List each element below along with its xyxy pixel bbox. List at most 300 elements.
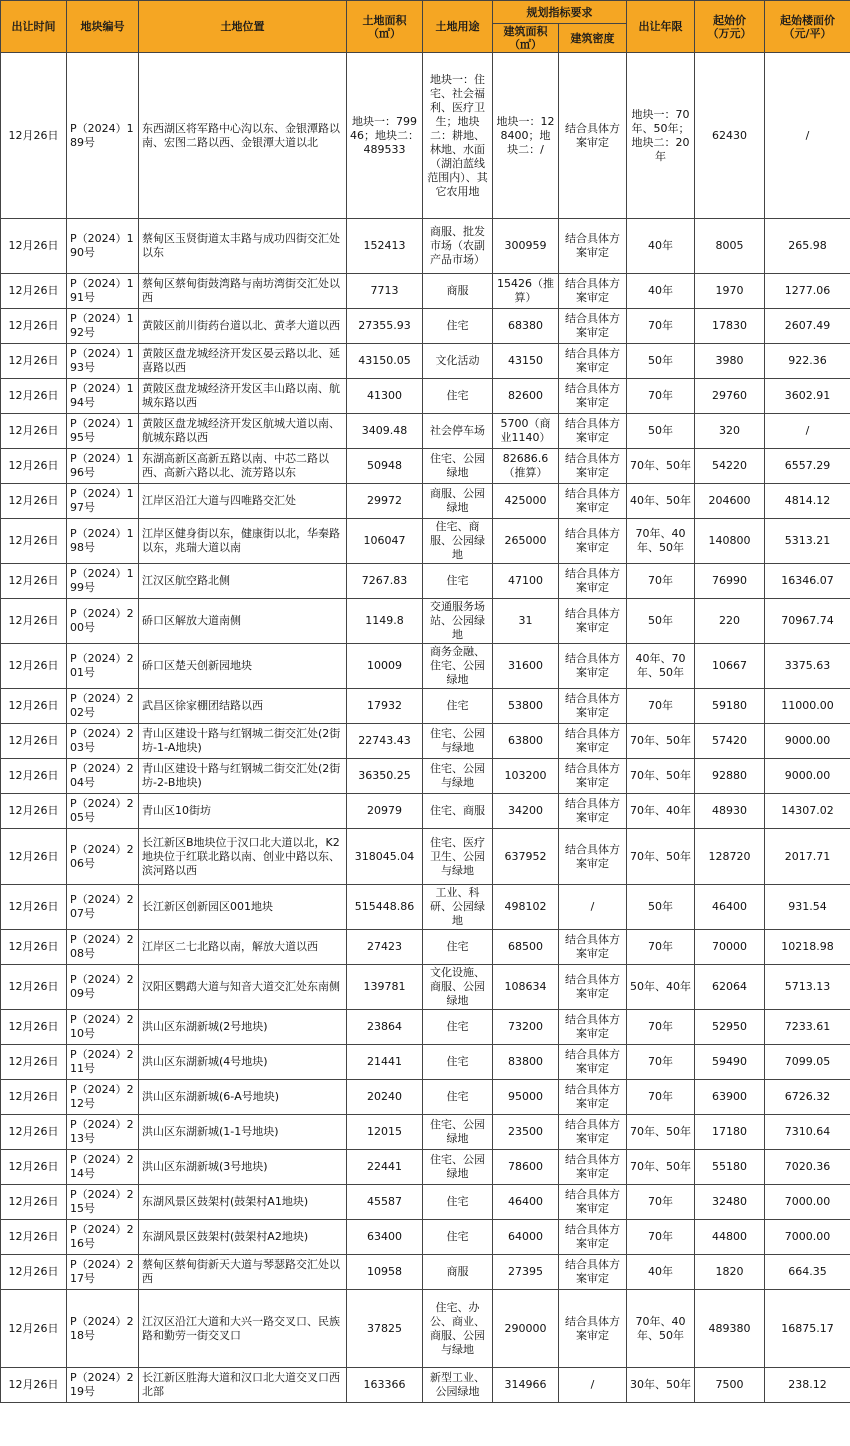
cell-date: 12月26日	[1, 829, 67, 885]
cell-start-price: 17830	[695, 309, 765, 344]
cell-area: 7267.83	[347, 564, 423, 599]
cell-location: 洪山区东湖新城(1-1号地块)	[139, 1115, 347, 1150]
header-date: 出让时间	[1, 1, 67, 53]
cell-date: 12月26日	[1, 1150, 67, 1185]
cell-gfa: 31	[493, 599, 559, 644]
table-row	[1, 53, 850, 219]
cell-area: 45587	[347, 1185, 423, 1220]
cell-location: 青山区10街坊	[139, 794, 347, 829]
cell-parcel: P（2024）206号	[67, 829, 139, 885]
cell-location: 长江新区B地块位于汉口北大道以北，K2地块位于红联北路以南、创业中路以东、滨河路以西	[139, 829, 347, 885]
cell-parcel: P（2024）190号	[67, 219, 139, 274]
cell-density: 结合具体方案审定	[559, 599, 627, 644]
cell-area: 地块一：79946；地块二：489533	[347, 53, 423, 219]
cell-start-price: 204600	[695, 484, 765, 519]
cell-floor-price: 265.98	[765, 219, 850, 274]
cell-parcel: P（2024）202号	[67, 689, 139, 724]
cell-gfa: 300959	[493, 219, 559, 274]
cell-use: 住宅	[423, 930, 493, 965]
cell-start-price: 1970	[695, 274, 765, 309]
cell-use: 商服、批发市场（农副产品市场）	[423, 219, 493, 274]
table-row	[1, 1368, 850, 1403]
cell-density: 结合具体方案审定	[559, 1290, 627, 1368]
cell-density: 结合具体方案审定	[559, 379, 627, 414]
cell-location: 长江新区胜海大道和汉口北大道交叉口西北部	[139, 1368, 347, 1403]
cell-parcel: P（2024）207号	[67, 885, 139, 930]
cell-floor-price: 70967.74	[765, 599, 850, 644]
cell-location: 硚口区解放大道南侧	[139, 599, 347, 644]
cell-term: 70年	[627, 309, 695, 344]
cell-parcel: P（2024）217号	[67, 1255, 139, 1290]
cell-parcel: P（2024）219号	[67, 1368, 139, 1403]
cell-parcel: P（2024）214号	[67, 1150, 139, 1185]
table-row	[1, 759, 850, 794]
cell-location: 江岸区健身街以东，健康街以北，华秦路以东，兆瑞大道以南	[139, 519, 347, 564]
cell-floor-price: 7000.00	[765, 1220, 850, 1255]
cell-start-price: 220	[695, 599, 765, 644]
cell-term: 70年	[627, 1045, 695, 1080]
cell-density: 结合具体方案审定	[559, 1010, 627, 1045]
cell-start-price: 55180	[695, 1150, 765, 1185]
header-floor-price: 起始楼面价 （元/平）	[765, 1, 850, 53]
cell-use: 住宅	[423, 379, 493, 414]
cell-parcel: P（2024）210号	[67, 1010, 139, 1045]
table-row	[1, 309, 850, 344]
cell-date: 12月26日	[1, 449, 67, 484]
cell-floor-price: 7020.36	[765, 1150, 850, 1185]
table-row	[1, 1290, 850, 1368]
cell-term: 70年	[627, 1220, 695, 1255]
header-density: 建筑密度	[559, 24, 627, 53]
cell-use: 社会停车场	[423, 414, 493, 449]
table-row	[1, 965, 850, 1010]
cell-gfa: 83800	[493, 1045, 559, 1080]
cell-area: 22743.43	[347, 724, 423, 759]
cell-floor-price: 11000.00	[765, 689, 850, 724]
cell-area: 12015	[347, 1115, 423, 1150]
cell-gfa: 82600	[493, 379, 559, 414]
cell-date: 12月26日	[1, 965, 67, 1010]
cell-density: 结合具体方案审定	[559, 644, 627, 689]
cell-term: 70年	[627, 930, 695, 965]
cell-date: 12月26日	[1, 724, 67, 759]
cell-start-price: 17180	[695, 1115, 765, 1150]
cell-area: 23864	[347, 1010, 423, 1045]
cell-use: 住宅、商服	[423, 794, 493, 829]
cell-location: 黄陂区前川街药台道以北、黄孝大道以西	[139, 309, 347, 344]
table-row	[1, 379, 850, 414]
cell-floor-price: 664.35	[765, 1255, 850, 1290]
table-header	[1, 1, 850, 53]
cell-area: 21441	[347, 1045, 423, 1080]
cell-density: 结合具体方案审定	[559, 344, 627, 379]
cell-term: 70年	[627, 689, 695, 724]
cell-date: 12月26日	[1, 379, 67, 414]
cell-floor-price: 7000.00	[765, 1185, 850, 1220]
cell-term: 70年、50年	[627, 724, 695, 759]
cell-start-price: 62430	[695, 53, 765, 219]
cell-parcel: P（2024）200号	[67, 599, 139, 644]
table-row	[1, 1115, 850, 1150]
cell-start-price: 32480	[695, 1185, 765, 1220]
table-row	[1, 1045, 850, 1080]
table-row	[1, 1220, 850, 1255]
cell-use: 住宅	[423, 1045, 493, 1080]
cell-area: 163366	[347, 1368, 423, 1403]
cell-term: 70年	[627, 564, 695, 599]
cell-area: 36350.25	[347, 759, 423, 794]
cell-start-price: 489380	[695, 1290, 765, 1368]
cell-term: 70年、50年	[627, 1150, 695, 1185]
cell-use: 新型工业、公园绿地	[423, 1368, 493, 1403]
cell-location: 江岸区二七北路以南，解放大道以西	[139, 930, 347, 965]
table-body	[1, 53, 850, 1403]
cell-gfa: 47100	[493, 564, 559, 599]
table-row	[1, 930, 850, 965]
cell-term: 地块一：70年、50年；地块二：20年	[627, 53, 695, 219]
cell-date: 12月26日	[1, 344, 67, 379]
cell-date: 12月26日	[1, 1290, 67, 1368]
table-row	[1, 644, 850, 689]
cell-term: 70年、50年	[627, 449, 695, 484]
cell-use: 住宅	[423, 564, 493, 599]
cell-gfa: 地块一：128400；地块二：/	[493, 53, 559, 219]
cell-parcel: P（2024）189号	[67, 53, 139, 219]
cell-location: 武昌区徐家棚团结路以西	[139, 689, 347, 724]
cell-use: 商服	[423, 274, 493, 309]
cell-location: 东湖风景区鼓架村(鼓架村A2地块)	[139, 1220, 347, 1255]
cell-term: 70年、50年	[627, 829, 695, 885]
cell-start-price: 48930	[695, 794, 765, 829]
table-row	[1, 449, 850, 484]
header-location: 土地位置	[139, 1, 347, 53]
cell-floor-price: 9000.00	[765, 759, 850, 794]
cell-date: 12月26日	[1, 1368, 67, 1403]
cell-start-price: 44800	[695, 1220, 765, 1255]
cell-density: 结合具体方案审定	[559, 519, 627, 564]
cell-term: 50年、40年	[627, 965, 695, 1010]
cell-density: 结合具体方案审定	[559, 309, 627, 344]
table-row	[1, 794, 850, 829]
cell-gfa: 78600	[493, 1150, 559, 1185]
cell-gfa: 27395	[493, 1255, 559, 1290]
cell-density: 结合具体方案审定	[559, 689, 627, 724]
cell-area: 20979	[347, 794, 423, 829]
cell-location: 黄陂区盘龙城经济开发区晏云路以北、延喜路以西	[139, 344, 347, 379]
cell-location: 蔡甸区玉贤街道太丰路与成功四街交汇处以东	[139, 219, 347, 274]
cell-term: 50年	[627, 599, 695, 644]
cell-date: 12月26日	[1, 1115, 67, 1150]
cell-gfa: 108634	[493, 965, 559, 1010]
cell-date: 12月26日	[1, 1045, 67, 1080]
table-row	[1, 274, 850, 309]
cell-gfa: 23500	[493, 1115, 559, 1150]
table-row	[1, 885, 850, 930]
table-row	[1, 1185, 850, 1220]
cell-location: 洪山区东湖新城(6-A号地块)	[139, 1080, 347, 1115]
cell-start-price: 59180	[695, 689, 765, 724]
cell-date: 12月26日	[1, 564, 67, 599]
cell-use: 商务金融、住宅、公园绿地	[423, 644, 493, 689]
cell-date: 12月26日	[1, 644, 67, 689]
cell-density: 结合具体方案审定	[559, 759, 627, 794]
cell-gfa: 68500	[493, 930, 559, 965]
cell-floor-price: 7310.64	[765, 1115, 850, 1150]
cell-gfa: 73200	[493, 1010, 559, 1045]
cell-floor-price: 5713.13	[765, 965, 850, 1010]
cell-date: 12月26日	[1, 689, 67, 724]
cell-floor-price: 10218.98	[765, 930, 850, 965]
cell-location: 江岸区沿江大道与四唯路交汇处	[139, 484, 347, 519]
cell-gfa: 290000	[493, 1290, 559, 1368]
cell-area: 152413	[347, 219, 423, 274]
cell-gfa: 63800	[493, 724, 559, 759]
cell-gfa: 314966	[493, 1368, 559, 1403]
header-area: 土地面积 （㎡）	[347, 1, 423, 53]
cell-start-price: 63900	[695, 1080, 765, 1115]
cell-floor-price: 16875.17	[765, 1290, 850, 1368]
cell-use: 交通服务场站、公园绿地	[423, 599, 493, 644]
cell-location: 东湖风景区鼓架村(鼓架村A1地块)	[139, 1185, 347, 1220]
cell-date: 12月26日	[1, 1080, 67, 1115]
cell-location: 青山区建设十路与红钢城二街交汇处(2街坊-2-B地块)	[139, 759, 347, 794]
cell-area: 29972	[347, 484, 423, 519]
cell-location: 江汉区沿江大道和大兴一路交叉口、民族路和勤劳一街交叉口	[139, 1290, 347, 1368]
header-term: 出让年限	[627, 1, 695, 53]
cell-location: 江汉区航空路北侧	[139, 564, 347, 599]
cell-location: 硚口区楚天创新园地块	[139, 644, 347, 689]
cell-gfa: 95000	[493, 1080, 559, 1115]
cell-term: 70年	[627, 1010, 695, 1045]
cell-gfa: 425000	[493, 484, 559, 519]
cell-use: 住宅、公园绿地	[423, 1115, 493, 1150]
cell-start-price: 59490	[695, 1045, 765, 1080]
cell-density: /	[559, 885, 627, 930]
cell-location: 洪山区东湖新城(3号地块)	[139, 1150, 347, 1185]
cell-area: 139781	[347, 965, 423, 1010]
cell-gfa: 53800	[493, 689, 559, 724]
cell-term: 70年	[627, 1185, 695, 1220]
table-row	[1, 829, 850, 885]
cell-use: 住宅	[423, 1185, 493, 1220]
cell-area: 63400	[347, 1220, 423, 1255]
cell-date: 12月26日	[1, 309, 67, 344]
cell-floor-price: 1277.06	[765, 274, 850, 309]
cell-density: 结合具体方案审定	[559, 1255, 627, 1290]
cell-term: 70年、50年	[627, 1115, 695, 1150]
cell-parcel: P（2024）215号	[67, 1185, 139, 1220]
cell-density: 结合具体方案审定	[559, 274, 627, 309]
cell-area: 7713	[347, 274, 423, 309]
cell-parcel: P（2024）216号	[67, 1220, 139, 1255]
cell-start-price: 76990	[695, 564, 765, 599]
cell-floor-price: /	[765, 414, 850, 449]
table-row	[1, 344, 850, 379]
cell-area: 515448.86	[347, 885, 423, 930]
cell-use: 住宅	[423, 689, 493, 724]
cell-floor-price: 7099.05	[765, 1045, 850, 1080]
cell-location: 东湖高新区高新五路以南、中芯二路以西、高新六路以北、流芳路以东	[139, 449, 347, 484]
cell-term: 50年	[627, 344, 695, 379]
cell-parcel: P（2024）199号	[67, 564, 139, 599]
cell-parcel: P（2024）192号	[67, 309, 139, 344]
cell-date: 12月26日	[1, 885, 67, 930]
cell-area: 10009	[347, 644, 423, 689]
cell-floor-price: 2607.49	[765, 309, 850, 344]
cell-use: 住宅	[423, 1080, 493, 1115]
cell-start-price: 70000	[695, 930, 765, 965]
table-row	[1, 1080, 850, 1115]
cell-term: 40年	[627, 1255, 695, 1290]
cell-use: 住宅、商服、公园绿地	[423, 519, 493, 564]
cell-location: 青山区建设十路与红钢城二街交汇处(2街坊-1-A地块)	[139, 724, 347, 759]
table-row	[1, 1010, 850, 1045]
cell-parcel: P（2024）191号	[67, 274, 139, 309]
header-use: 土地用途	[423, 1, 493, 53]
cell-density: 结合具体方案审定	[559, 965, 627, 1010]
cell-date: 12月26日	[1, 1010, 67, 1045]
cell-gfa: 265000	[493, 519, 559, 564]
cell-location: 黄陂区盘龙城经济开发区丰山路以南、航城东路以西	[139, 379, 347, 414]
cell-term: 70年、40年	[627, 794, 695, 829]
cell-floor-price: 4814.12	[765, 484, 850, 519]
cell-start-price: 8005	[695, 219, 765, 274]
cell-area: 106047	[347, 519, 423, 564]
cell-date: 12月26日	[1, 759, 67, 794]
cell-floor-price: 2017.71	[765, 829, 850, 885]
cell-parcel: P（2024）209号	[67, 965, 139, 1010]
cell-date: 12月26日	[1, 219, 67, 274]
table-row	[1, 724, 850, 759]
table-row	[1, 689, 850, 724]
cell-start-price: 10667	[695, 644, 765, 689]
cell-density: 结合具体方案审定	[559, 794, 627, 829]
header-plan: 规划指标要求	[493, 1, 627, 24]
cell-use: 住宅、医疗卫生、公园与绿地	[423, 829, 493, 885]
cell-gfa: 103200	[493, 759, 559, 794]
cell-gfa: 68380	[493, 309, 559, 344]
cell-date: 12月26日	[1, 274, 67, 309]
table-row	[1, 1255, 850, 1290]
cell-parcel: P（2024）201号	[67, 644, 139, 689]
cell-parcel: P（2024）196号	[67, 449, 139, 484]
cell-date: 12月26日	[1, 1255, 67, 1290]
cell-density: 结合具体方案审定	[559, 414, 627, 449]
cell-floor-price: 238.12	[765, 1368, 850, 1403]
table-row	[1, 484, 850, 519]
cell-area: 22441	[347, 1150, 423, 1185]
cell-use: 地块一：住宅、社会福利、医疗卫生；地块二：耕地、林地、水面（湖泊蓝线范围内）、其它农用地	[423, 53, 493, 219]
cell-start-price: 92880	[695, 759, 765, 794]
cell-density: 结合具体方案审定	[559, 829, 627, 885]
cell-area: 27355.93	[347, 309, 423, 344]
cell-use: 文化活动	[423, 344, 493, 379]
cell-density: 结合具体方案审定	[559, 1115, 627, 1150]
cell-density: 结合具体方案审定	[559, 484, 627, 519]
cell-location: 洪山区东湖新城(4号地块)	[139, 1045, 347, 1080]
cell-term: 50年	[627, 885, 695, 930]
cell-term: 40年、70年、50年	[627, 644, 695, 689]
cell-date: 12月26日	[1, 794, 67, 829]
cell-date: 12月26日	[1, 414, 67, 449]
header-start-price: 起始价 （万元）	[695, 1, 765, 53]
cell-term: 40年、50年	[627, 484, 695, 519]
cell-location: 蔡甸区蔡甸街鼓湾路与南坊湾街交汇处以西	[139, 274, 347, 309]
cell-use: 住宅	[423, 1010, 493, 1045]
cell-gfa: 5700（商业1140）	[493, 414, 559, 449]
cell-date: 12月26日	[1, 930, 67, 965]
cell-start-price: 7500	[695, 1368, 765, 1403]
table-row	[1, 219, 850, 274]
cell-date: 12月26日	[1, 1185, 67, 1220]
cell-gfa: 637952	[493, 829, 559, 885]
cell-area: 1149.8	[347, 599, 423, 644]
cell-gfa: 43150	[493, 344, 559, 379]
cell-area: 37825	[347, 1290, 423, 1368]
table-row	[1, 519, 850, 564]
cell-use: 商服、公园绿地	[423, 484, 493, 519]
cell-gfa: 31600	[493, 644, 559, 689]
cell-use: 住宅、办公、商业、商服、公园与绿地	[423, 1290, 493, 1368]
cell-density: 结合具体方案审定	[559, 1045, 627, 1080]
cell-floor-price: 6726.32	[765, 1080, 850, 1115]
cell-parcel: P（2024）205号	[67, 794, 139, 829]
cell-floor-price: 6557.29	[765, 449, 850, 484]
cell-floor-price: 931.54	[765, 885, 850, 930]
cell-gfa: 64000	[493, 1220, 559, 1255]
cell-use: 住宅	[423, 1220, 493, 1255]
cell-term: 30年、50年	[627, 1368, 695, 1403]
cell-use: 住宅、公园绿地	[423, 1150, 493, 1185]
cell-use: 住宅、公园绿地	[423, 449, 493, 484]
cell-term: 70年	[627, 379, 695, 414]
cell-parcel: P（2024）197号	[67, 484, 139, 519]
cell-location: 东西湖区将军路中心沟以东、金银潭路以南、宏图二路以西、金银潭大道以北	[139, 53, 347, 219]
cell-location: 洪山区东湖新城(2号地块)	[139, 1010, 347, 1045]
cell-term: 40年	[627, 219, 695, 274]
cell-use: 住宅	[423, 309, 493, 344]
cell-density: 结合具体方案审定	[559, 1220, 627, 1255]
cell-density: 结合具体方案审定	[559, 930, 627, 965]
cell-location: 长江新区创新园区001地块	[139, 885, 347, 930]
cell-gfa: 82686.6（推算）	[493, 449, 559, 484]
table-row	[1, 414, 850, 449]
cell-location: 汉阳区鹦鹉大道与知音大道交汇处东南侧	[139, 965, 347, 1010]
cell-term: 50年	[627, 414, 695, 449]
cell-parcel: P（2024）194号	[67, 379, 139, 414]
cell-area: 318045.04	[347, 829, 423, 885]
cell-density: 结合具体方案审定	[559, 564, 627, 599]
cell-density: 结合具体方案审定	[559, 724, 627, 759]
cell-start-price: 140800	[695, 519, 765, 564]
cell-term: 70年、40年、50年	[627, 1290, 695, 1368]
cell-density: 结合具体方案审定	[559, 449, 627, 484]
cell-start-price: 128720	[695, 829, 765, 885]
cell-location: 蔡甸区蔡甸街新天大道与琴瑟路交汇处以西	[139, 1255, 347, 1290]
table-row	[1, 564, 850, 599]
cell-area: 17932	[347, 689, 423, 724]
cell-parcel: P（2024）193号	[67, 344, 139, 379]
cell-floor-price: 922.36	[765, 344, 850, 379]
cell-start-price: 1820	[695, 1255, 765, 1290]
cell-parcel: P（2024）212号	[67, 1080, 139, 1115]
cell-floor-price: /	[765, 53, 850, 219]
cell-start-price: 62064	[695, 965, 765, 1010]
cell-start-price: 57420	[695, 724, 765, 759]
cell-start-price: 52950	[695, 1010, 765, 1045]
cell-area: 27423	[347, 930, 423, 965]
cell-date: 12月26日	[1, 519, 67, 564]
